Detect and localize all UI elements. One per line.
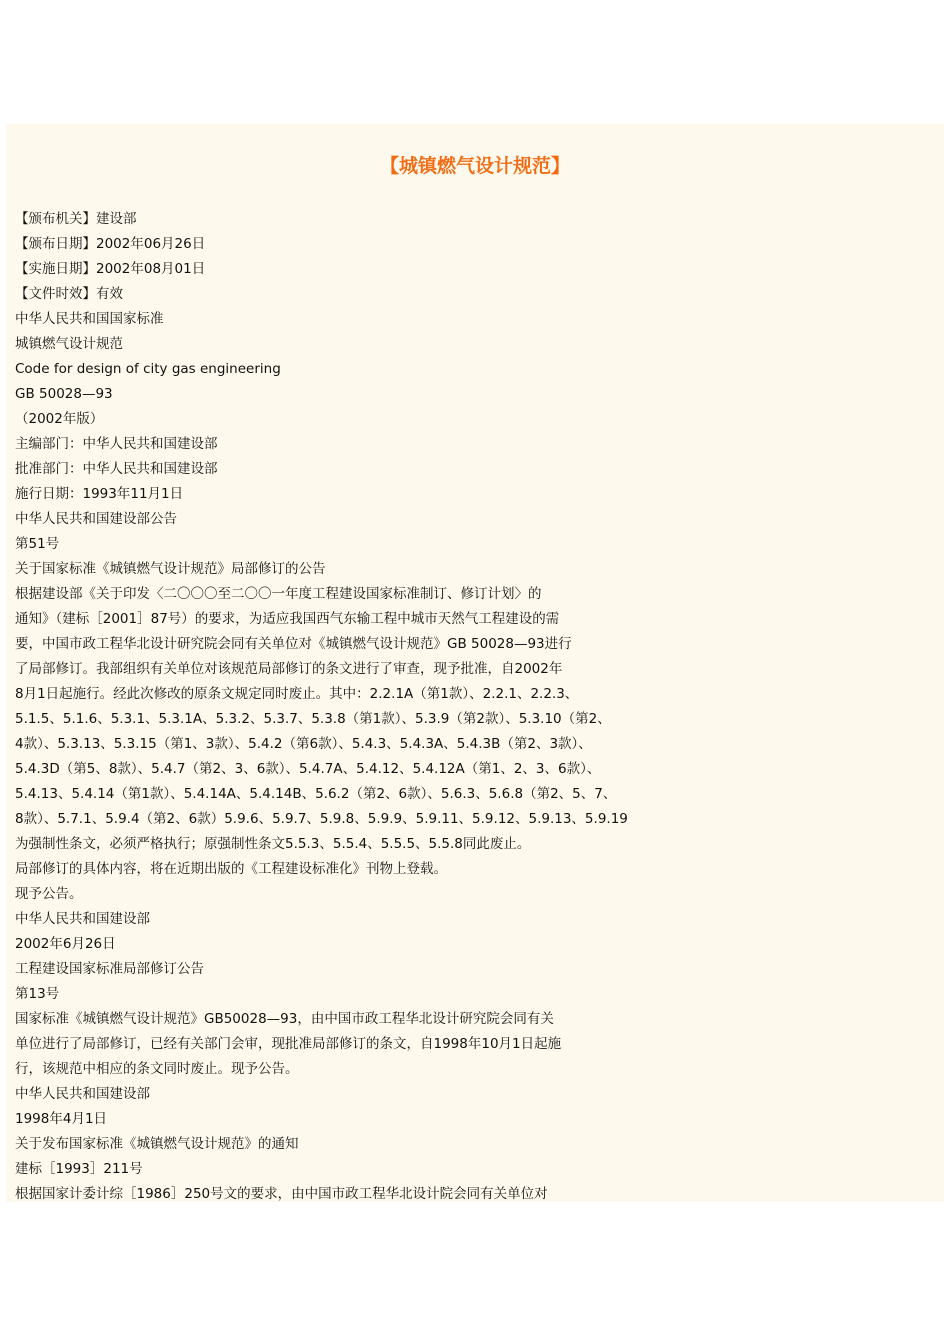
text-line: 第13号 <box>15 986 60 1002</box>
text-line: 【实施日期】2002年08月01日 <box>15 261 206 277</box>
text-line: Code for design of city gas engineering <box>15 361 281 377</box>
text-line: 中华人民共和国建设部 <box>15 1086 150 1102</box>
text-line: 根据建设部《关于印发〈二〇〇〇至二〇〇一年度工程建设国家标准制订、修订计划〉的 <box>15 586 542 602</box>
text-line: 主编部门：中华人民共和国建设部 <box>15 436 218 452</box>
text-line: 了局部修订。我部组织有关单位对该规范局部修订的条文进行了审查，现予批准，自2002年 <box>15 661 563 677</box>
text-line: 国家标准《城镇燃气设计规范》GB50028—93，由中国市政工程华北设计研究院会同有关 <box>15 1011 554 1027</box>
text-line: 施行日期：1993年11月1日 <box>15 486 184 502</box>
text-line: 要，中国市政工程华北设计研究院会同有关单位对《城镇燃气设计规范》GB 50028—93进行 <box>15 636 572 652</box>
text-line: 【颁布机关】建设部 <box>15 211 137 227</box>
text-line: 为强制性条文，必须严格执行；原强制性条文5.5.3、5.5.4、5.5.5、5.5.8同此废止。 <box>15 836 531 852</box>
document-title: 【城镇燃气设计规范】 <box>379 155 570 177</box>
text-line: 【颁布日期】2002年06月26日 <box>15 236 206 252</box>
text-line: 根据国家计委计综［1986］250号文的要求，由中国市政工程华北设计院会同有关单位对 <box>15 1186 548 1202</box>
text-line: 行，该规范中相应的条文同时废止。现予公告。 <box>15 1061 299 1077</box>
text-line: 中华人民共和国建设部公告 <box>15 511 177 527</box>
text-line: 批准部门：中华人民共和国建设部 <box>15 461 218 477</box>
text-line: 5.4.3D（第5、8款）、5.4.7（第2、3、6款）、5.4.7A、5.4.12、5.4.12A（第1、2、3、6款）、 <box>15 761 601 777</box>
text-line: 关于发布国家标准《城镇燃气设计规范》的通知 <box>15 1136 299 1152</box>
text-line: 通知》（建标［2001］87号）的要求，为适应我国西气东输工程中城市天然气工程建设的需 <box>15 611 560 627</box>
text-line: 第51号 <box>15 536 60 552</box>
text-line: 2002年6月26日 <box>15 936 116 952</box>
document-panel <box>6 124 944 1202</box>
text-line: 1998年4月1日 <box>15 1111 108 1127</box>
text-line: 【文件时效】有效 <box>15 286 123 302</box>
text-line: 中华人民共和国建设部 <box>15 911 150 927</box>
text-line: 建标［1993］211号 <box>15 1161 143 1177</box>
text-line: 现予公告。 <box>15 886 83 902</box>
text-line: 局部修订的具体内容，将在近期出版的《工程建设标准化》刊物上登载。 <box>15 861 447 877</box>
text-line: 关于国家标准《城镇燃气设计规范》局部修订的公告 <box>15 561 326 577</box>
text-line: GB 50028—93 <box>15 386 113 402</box>
text-line: 8月1日起施行。经此次修改的原条文规定同时废止。其中：2.2.1A（第1款）、2.2.1、2.2.3、 <box>15 686 579 702</box>
text-line: 4款）、5.3.13、5.3.15（第1、3款）、5.4.2（第6款）、5.4.3、5.4.3A、5.4.3B（第2、3款）、 <box>15 736 592 752</box>
text-line: 5.1.5、5.1.6、5.3.1、5.3.1A、5.3.2、5.3.7、5.3.8（第1款）、5.3.9（第2款）、5.3.10（第2、 <box>15 711 611 727</box>
text-line: 单位进行了局部修订，已经有关部门会审，现批准局部修订的条文，自1998年10月1日起施 <box>15 1036 562 1052</box>
text-line: 工程建设国家标准局部修订公告 <box>15 961 204 977</box>
document-body <box>15 207 735 1202</box>
text-line: 5.4.13、5.4.14（第1款）、5.4.14A、5.4.14B、5.6.2（第2、6款）、5.6.3、5.6.8（第2、5、7、 <box>15 786 617 802</box>
text-line: 城镇燃气设计规范 <box>15 336 123 352</box>
text-line: （2002年版） <box>15 411 104 427</box>
text-line: 中华人民共和国国家标准 <box>15 311 164 327</box>
text-line: 8款）、5.7.1、5.9.4（第2、6款）5.9.6、5.9.7、5.9.8、5.9.9、5.9.11、5.9.12、5.9.13、5.9.19 <box>15 811 628 827</box>
